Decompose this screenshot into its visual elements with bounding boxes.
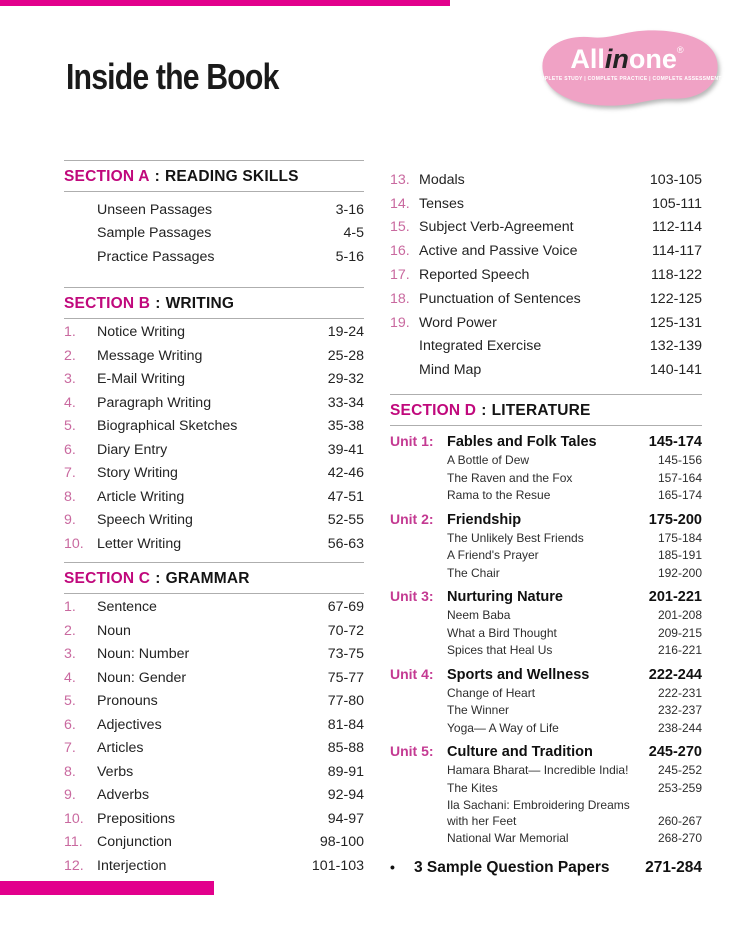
toc-left-column [64,160,364,878]
item-pages: 52-55 [327,512,364,529]
chapter-pages: 201-208 [657,608,702,623]
item-title: Adjectives [97,716,162,733]
toc-row [64,760,364,784]
item-pages: 77-80 [327,693,364,710]
unit-pages: 175-200 [648,511,702,528]
item-pages: 85-88 [327,740,364,757]
toc-row [64,321,364,345]
chapter-title: Yoga— A Way of Life [447,720,559,735]
toc-row [64,462,364,486]
item-number: 6. [64,716,76,733]
item-title: Paragraph Writing [97,394,212,411]
item-title: Integrated Exercise [419,338,542,355]
item-pages: 56-63 [327,535,364,552]
section-d-units [390,432,702,847]
chapter-pages: 245-252 [657,763,702,778]
unit-row [390,742,702,761]
toc-row [390,192,702,216]
logo-word-one: one [628,44,677,74]
unit-pages: 245-270 [648,744,702,761]
item-pages: 118-122 [650,267,702,284]
item-title: Articles [97,740,144,757]
section-d-label: SECTION D [390,402,477,420]
section-d-header [390,394,702,426]
item-number: 8. [64,763,76,780]
item-number: 8. [64,488,76,505]
toc-row [64,737,364,761]
item-pages: 5-16 [335,248,364,265]
item-pages: 98-100 [319,834,364,851]
toc-row [64,596,364,620]
toc-row [64,831,364,855]
registered-mark: ® [676,45,684,55]
toc-row [64,666,364,690]
unit-pages: 201-221 [648,589,702,606]
chapter-title: The Kites [447,780,498,795]
item-number: 11. [64,834,83,851]
chapter-title: What a Bird Thought [447,625,557,640]
item-number: 9. [64,787,76,804]
item-number: 5. [64,418,76,435]
toc-row [390,263,702,287]
chapter-pages: 209-215 [657,625,702,640]
chapter-title: A Bottle of Dew [447,453,530,468]
item-number: 10. [64,810,84,827]
chapter-title: Hamara Bharat— Incredible India! [447,763,629,778]
chapter-row [390,626,702,642]
toc-row [390,239,702,263]
chapter-row [390,831,702,847]
item-pages: 81-84 [327,716,364,733]
item-pages: 33-34 [327,394,364,411]
item-pages: 70-72 [327,622,364,639]
item-number: 4. [64,394,76,411]
section-b-header [64,287,364,319]
toc-row [390,311,702,335]
chapter-pages: 192-200 [657,565,702,580]
item-pages: 19-24 [327,324,364,341]
item-number: 7. [64,740,76,757]
item-title: Prepositions [97,810,176,827]
chapter-pages: 253-259 [657,780,702,795]
section-c-label: SECTION C [64,569,151,587]
item-number: 19. [390,314,410,331]
chapter-row [390,721,702,737]
item-pages: 73-75 [327,646,364,663]
section-c-header [64,562,364,594]
item-number: 12. [64,857,84,874]
item-pages: 75-77 [327,669,364,686]
section-a-label: SECTION A [64,168,150,185]
unit-label: Unit 2: [390,510,434,527]
item-title: Letter Writing [97,535,182,552]
section-a-separator: : [154,168,160,185]
unit-title: Fables and Folk Tales [447,434,597,451]
chapter-row [390,453,702,469]
item-number: 1. [64,324,76,341]
item-title: Message Writing [97,347,203,364]
page-title: Inside the Book [66,56,279,97]
chapter-title: The Winner [447,703,510,718]
item-pages: 92-94 [327,787,364,804]
item-title: Sample Passages [97,225,212,242]
item-pages: 112-114 [652,219,702,236]
chapter-title: National War Memorial [447,831,569,846]
sample-papers-pages: 271-284 [645,858,702,876]
item-number: 5. [64,693,76,710]
section-b-label: SECTION B [64,294,151,312]
item-pages: 89-91 [327,763,364,780]
section-d-separator: : [481,402,487,420]
logo-tagline: COMPLETE STUDY | COMPLETE PRACTICE | COMPLETE ASSESSMENT [532,76,722,82]
chapter-title: Rama to the Resue [447,488,551,503]
toc-row [64,619,364,643]
item-title: Verbs [97,763,134,780]
item-title: Adverbs [97,787,150,804]
toc-row [64,485,364,509]
item-number: 3. [64,371,76,388]
item-title: Active and Passive Voice [419,243,578,260]
toc-row [64,807,364,831]
toc-row [64,532,364,556]
item-title: Punctuation of Sentences [419,290,581,307]
item-number: 15. [390,219,410,236]
item-number: 6. [64,441,76,458]
item-number: 14. [390,195,410,212]
sample-papers-title: 3 Sample Question Papers [414,858,610,876]
item-number: 10. [64,535,84,552]
item-title: Noun [97,622,131,639]
logo-word-in: in [604,44,629,74]
chapter-title: A Friend's Prayer [447,548,539,563]
section-a-title: READING SKILLS [165,168,299,185]
item-pages: 35-38 [327,418,364,435]
toc-row [64,344,364,368]
item-title: Tenses [419,195,464,212]
item-number: 17. [390,267,410,284]
chapter-row [390,763,702,779]
item-pages: 101-103 [311,857,364,874]
chapter-pages: 185-191 [657,548,702,563]
section-b-items [64,319,364,562]
top-accent-bar [0,0,450,6]
unit-row [390,665,702,684]
unit-row [390,432,702,451]
item-title: Article Writing [97,488,185,505]
unit-row [390,587,702,606]
toc-row [64,415,364,439]
item-number: 18. [390,290,410,307]
item-title: Noun: Number [97,646,190,663]
item-title: Story Writing [97,465,178,482]
item-number: 9. [64,512,76,529]
unit-label: Unit 1: [390,433,434,450]
item-pages: 94-97 [327,810,364,827]
chapter-title: The Unlikely Best Friends [447,530,584,545]
unit-row [390,510,702,529]
unit-label: Unit 3: [390,588,434,605]
toc-right-column [390,166,702,877]
item-pages: 42-46 [327,465,364,482]
section-c-title: GRAMMAR [165,569,250,587]
toc-row [64,509,364,533]
chapter-pages: 260-267 [657,813,702,828]
item-title: Mind Map [419,362,482,379]
chapter-row [390,471,702,487]
toc-row [64,643,364,667]
logo-word-all: All [570,44,605,74]
section-c-items [64,594,364,878]
bottom-accent-bar [0,881,214,895]
item-title: Reported Speech [419,267,530,284]
toc-row [64,198,364,222]
item-pages: 3-16 [335,201,364,218]
item-pages: 103-105 [649,171,702,188]
chapter-row [390,643,702,659]
item-title: Modals [419,171,465,188]
chapter-row [390,548,702,564]
unit-title: Culture and Tradition [447,744,593,761]
chapter-row [390,686,702,702]
section-b-title: WRITING [165,294,235,312]
toc-row [64,222,364,246]
item-pages: 29-32 [327,371,364,388]
toc-row [390,358,702,382]
chapter-title: Spices that Heal Us [447,643,553,658]
item-pages: 125-131 [649,314,702,331]
section-a-items [64,192,364,287]
toc-row [64,391,364,415]
item-title: Pronouns [97,693,158,710]
allinone-logo [528,24,726,112]
item-pages: 47-51 [327,488,364,505]
item-pages: 140-141 [649,362,702,379]
item-title: Practice Passages [97,248,215,265]
chapter-title: The Raven and the Fox [447,470,573,485]
item-number: 3. [64,646,76,663]
item-pages: 25-28 [327,347,364,364]
item-pages: 67-69 [327,599,364,616]
section-c-separator: : [155,569,161,587]
toc-row [390,168,702,192]
chapter-title: Ila Sachani: Embroidering Dreams with her Feet [447,798,630,828]
chapter-pages: 145-156 [657,453,702,468]
chapter-row [390,531,702,547]
unit-title: Friendship [447,511,522,528]
logo-wordmark [528,46,726,73]
item-pages: 122-125 [649,290,702,307]
sample-papers-row [390,859,702,877]
item-pages: 132-139 [649,338,702,355]
toc-row [64,784,364,808]
item-number: 13. [390,171,410,188]
item-title: Word Power [419,314,497,331]
item-pages: 114-117 [652,243,702,260]
chapter-row [390,488,702,504]
bullet-icon: • [390,858,395,875]
toc-row [64,245,364,269]
chapter-pages: 175-184 [657,530,702,545]
chapter-pages: 238-244 [657,720,702,735]
chapter-row [390,798,702,829]
chapter-pages: 222-231 [657,685,702,700]
item-pages: 105-111 [652,195,702,212]
item-title: Speech Writing [97,512,193,529]
toc-row [64,438,364,462]
toc-row [64,713,364,737]
chapter-pages: 268-270 [657,831,702,846]
item-title: Interjection [97,857,167,874]
item-title: Sentence [97,599,157,616]
toc-row [390,287,702,311]
toc-row [390,216,702,240]
toc-row [64,854,364,878]
chapter-title: Neem Baba [447,608,511,623]
item-number: 4. [64,669,76,686]
chapter-row [390,566,702,582]
item-title: Diary Entry [97,441,168,458]
item-title: Subject Verb-Agreement [419,219,574,236]
chapter-pages: 157-164 [657,470,702,485]
toc-row [390,335,702,359]
item-title: Conjunction [97,834,172,851]
item-number: 1. [64,599,76,616]
item-number: 2. [64,622,76,639]
toc-row [64,368,364,392]
item-pages: 4-5 [343,225,364,242]
section-b-separator: : [155,294,161,312]
item-number: 7. [64,465,76,482]
toc-row [64,690,364,714]
item-pages: 39-41 [327,441,364,458]
section-a-header [64,160,364,192]
item-title: Unseen Passages [97,201,213,218]
unit-title: Nurturing Nature [447,589,563,606]
item-number: 16. [390,243,410,260]
chapter-pages: 232-237 [657,703,702,718]
item-title: Notice Writing [97,324,186,341]
item-title: E-Mail Writing [97,371,186,388]
item-title: Noun: Gender [97,669,187,686]
unit-label: Unit 5: [390,743,434,760]
chapter-title: The Chair [447,565,500,580]
chapter-title: Change of Heart [447,685,536,700]
item-title: Biographical Sketches [97,418,238,435]
chapter-row [390,608,702,624]
section-d-title: LITERATURE [491,402,591,420]
unit-title: Sports and Wellness [447,666,590,683]
chapter-row [390,703,702,719]
chapter-row [390,781,702,797]
chapter-pages: 216-221 [657,643,702,658]
section-c-continued-items [390,166,702,394]
unit-label: Unit 4: [390,665,434,682]
unit-pages: 222-244 [648,666,702,683]
chapter-pages: 165-174 [657,488,702,503]
item-number: 2. [64,347,76,364]
unit-pages: 145-174 [648,434,702,451]
